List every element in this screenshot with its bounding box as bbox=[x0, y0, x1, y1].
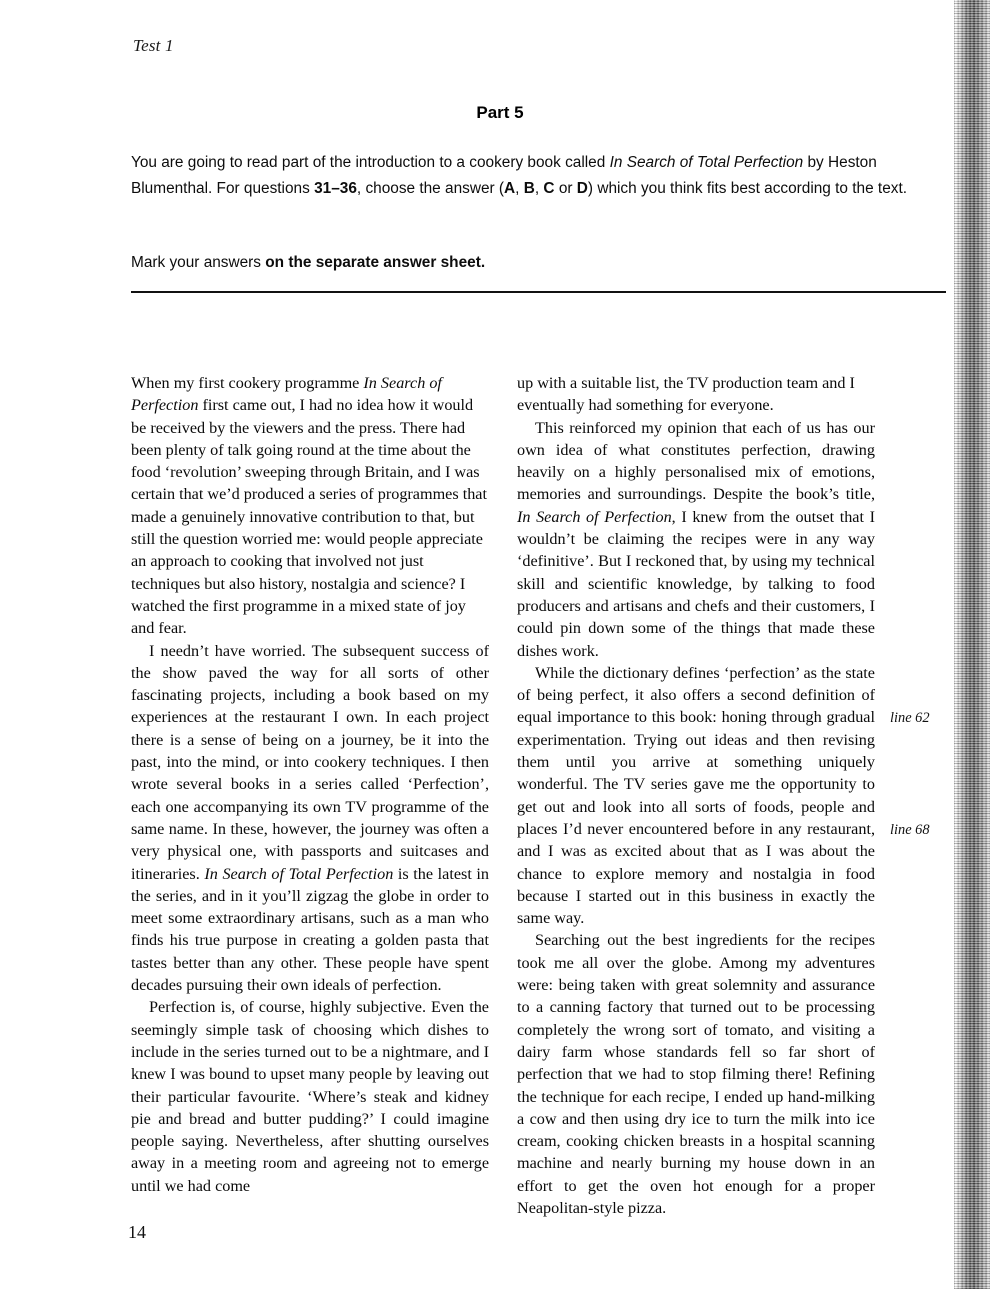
option-label-d: D bbox=[576, 180, 588, 197]
paragraph-4-title: In Search of Perfection bbox=[517, 507, 672, 526]
paragraph-6: Searching out the best ingredients for the recipes took me all over the globe. Among my adventures were: being taken with great solemnity and assurance to a canning factory that turned out to be processing completely the wrong sort of tomato, and visiting a dairy farm whose standards fell so far short of perfection that we had to stop filming there! Refining the technique for each recipe, I ended up hand-milking a cow and then using dry ice to turn the milk into ice cream, cooking chicken breasts in a hospital scanning machine and nearly burning my house down in an effort to get the oven hot enough for a proper Neapolitan-style pizza. bbox=[517, 931, 875, 1217]
instruction-text-1: You are going to read part of the introduction to a cookery book called bbox=[131, 154, 610, 171]
running-head: Test 1 bbox=[133, 36, 174, 55]
mark-answers-instruction bbox=[131, 250, 949, 276]
passage-column-right bbox=[517, 372, 875, 1219]
paragraph-2-text-a: I needn’t have worried. The subsequent success of the show paved the way for all sorts of other fascinating projects, including a book based on my experiences at the restaurant I own. In each project there is a sense of being on a journey, be it into the past, into the mind, or into cookery techniques. I then wrote several books in a series called ‘Perfection’, each one accompanying its own TV programme of the same name. In these, however, the journey was often a very physical one, with passports and suitcases and itineraries. bbox=[131, 641, 489, 883]
option-label-b: B bbox=[523, 180, 535, 197]
mark-answers-bold: on the separate answer sheet. bbox=[265, 254, 486, 271]
paragraph-4-text-a: This reinforced my opinion that each of us has our own idea of what constitutes perfection, drawing heavily on a highly personalised mix of emotions, memories and surroundings. Despite the book’s title, bbox=[517, 418, 875, 504]
paragraph-1-text-a: When my first cookery programme bbox=[131, 374, 364, 392]
scan-gutter-noise bbox=[954, 0, 990, 1289]
passage-column-left bbox=[131, 372, 489, 1197]
paragraph-4 bbox=[517, 417, 875, 662]
task-instructions bbox=[131, 150, 949, 202]
question-range: 31–36 bbox=[314, 180, 357, 197]
separator-or: or bbox=[554, 180, 577, 197]
paragraph-3: Perfection is, of course, highly subjective. Even the seemingly simple task of choosing which dishes to include in the series turned out to be a nightmare, and I knew I was bound to upset many people by leaving out their particular favourite. ‘Where’s steak and kidney pie and bread and butter pudding?’ I could imagine people saying. Nevertheless, after shutting ourselves away in a meeting room and agreeing not to emerge until we had come bbox=[131, 998, 489, 1195]
paragraph-1-title: In Search of Perfection bbox=[131, 374, 442, 415]
instruction-text-2: by Heston Blumenthal. For questions bbox=[131, 154, 877, 197]
separator-comma-1: , bbox=[515, 180, 524, 197]
paragraph-5: While the dictionary defines ‘perfection’ as the state of being perfect, it also offers a second definition of equal importance to this book: honing through gradual experimentation. Trying out ideas and then revising them until you arrive at something uniquely wonderful. The TV series gave me the opportunity to get out and look into all sorts of foods, people and places I’d never encountered before in any restaurant, and I was as excited about that as I was about the chance to explore memory and nostalgia in food because I started out in this business in exactly the same way. bbox=[517, 663, 875, 928]
page-title: Part 5 bbox=[476, 103, 524, 122]
paragraph-2-text-b: is the latest in the series, and in it you’ll zigzag the globe in order to meet some extraordinary artisans, such as a man who finds his true purpose in creating a golden pasta that tastes better than any other. These people have spent decades pursuing their own ideals of perfection. bbox=[131, 864, 490, 995]
instruction-text-3: , choose the answer ( bbox=[356, 180, 505, 197]
line-number-marker-68: line 68 bbox=[890, 822, 930, 838]
book-title-inline: In Search of Total Perfection bbox=[609, 154, 804, 171]
option-label-c: C bbox=[543, 180, 555, 197]
line-number-marker-62: line 62 bbox=[890, 710, 930, 726]
page-outer-margin bbox=[990, 0, 1000, 1289]
paragraph-1 bbox=[131, 372, 489, 640]
option-label-a: A bbox=[504, 180, 516, 197]
separator-comma-2: , bbox=[534, 180, 544, 197]
instruction-text-4: ) which you think fits best according to the text. bbox=[587, 180, 908, 197]
page-number: 14 bbox=[128, 1222, 146, 1242]
paragraph-3-continuation: up with a suitable list, the TV production team and I eventually had something for everyone. bbox=[517, 374, 855, 415]
mark-answers-regular: Mark your answers bbox=[131, 254, 266, 271]
horizontal-divider bbox=[131, 291, 946, 293]
paragraph-4-text-b: , I knew from the outset that I wouldn’t be claiming the recipes were in any way ‘definitive’. But I reckoned that, by using my technical skill and scientific knowledge, by talking to food producers and artisans and chefs and their customers, I could pin down some of the things that made these dishes work. bbox=[517, 507, 875, 660]
paragraph-2-title: In Search of Total Perfection bbox=[204, 864, 394, 883]
paragraph-2 bbox=[131, 640, 489, 997]
paragraph-1-text-b: first came out, I had no idea how it would be received by the viewers and the press. There had been plenty of talk going round at the time about the food ‘revolution’ sweeping through Britain, and I was certain that we’d produced a series of programmes that made a genuinely innovative contribution to that, but still the question worried me: would people appreciate an approach to cooking that involved not just techniques but also history, nostalgia and science? I watched the first programme in a mixed state of joy and fear. bbox=[131, 396, 487, 638]
